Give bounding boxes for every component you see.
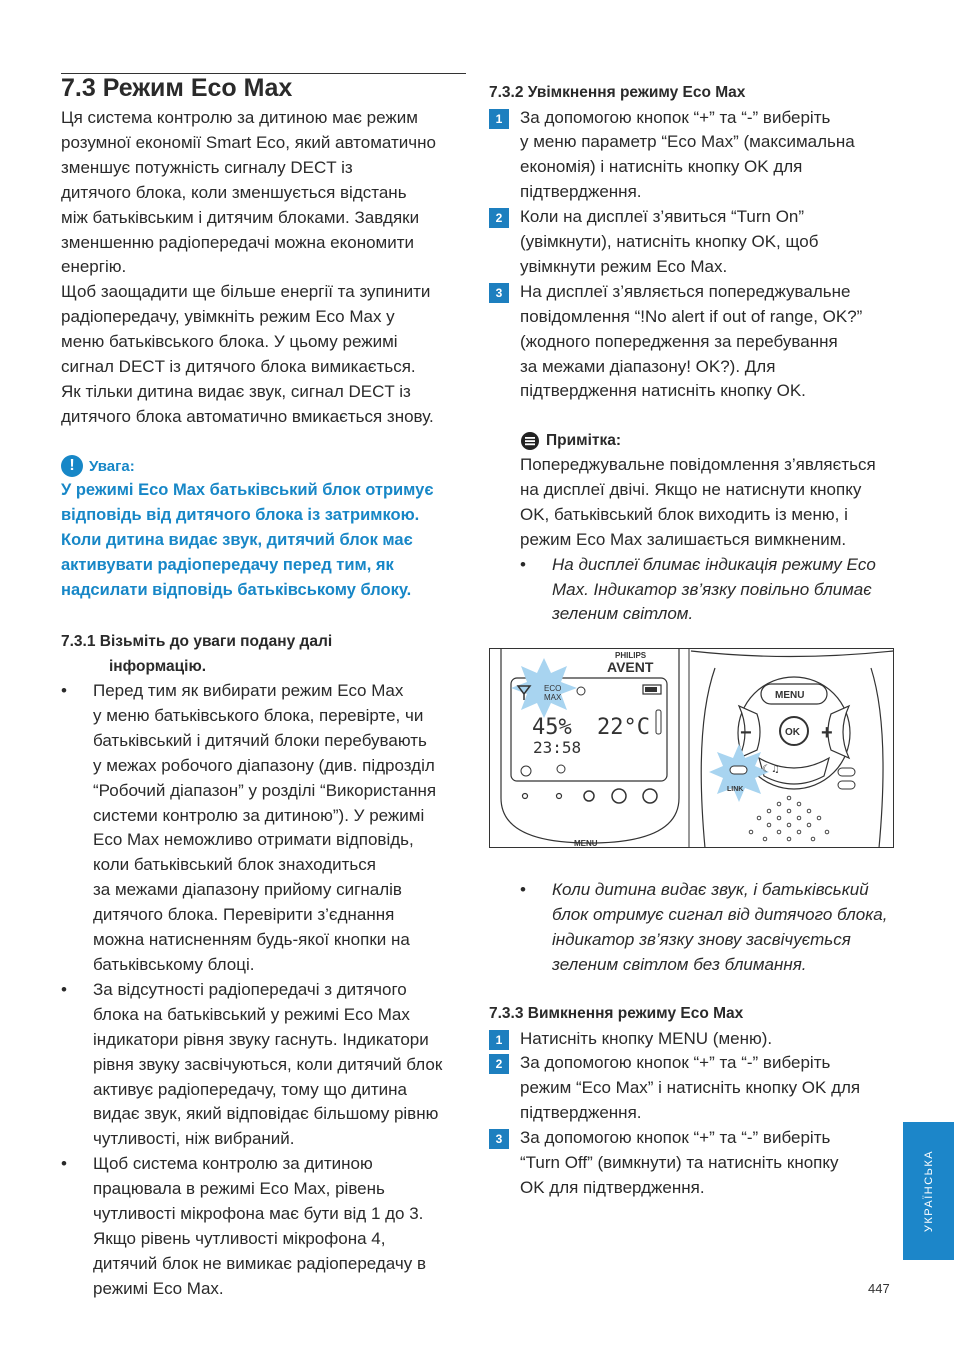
- battery-light: [838, 781, 855, 789]
- intro-line: енергію.: [61, 257, 127, 277]
- step-item: [489, 106, 897, 206]
- note-title-row: [520, 429, 897, 453]
- list-item: [520, 553, 897, 628]
- step-line: (увімкнути), натисніть кнопку OK, щоб: [520, 232, 819, 252]
- intro-line: зменшенню радіопередачі можна економити: [61, 232, 415, 252]
- step-line: OK для підтвердження.: [520, 1177, 705, 1197]
- bullet-line: дитячий блок не вимикає радіопередачу в: [93, 1253, 426, 1273]
- warning-title: Увага:: [89, 457, 135, 475]
- bullet-line: Max. Індикатор зв’язку повільно блимає: [552, 579, 872, 599]
- bullet-line: у межах робочого діапазону (див. підрозділ: [93, 755, 435, 775]
- brand-top-label: PHILIPS: [615, 651, 647, 660]
- device-illustration: [489, 648, 894, 848]
- bullet-line: чутливості мікрофона має бути від 1 до 3.: [93, 1204, 424, 1224]
- exclamation-icon: !: [61, 455, 83, 477]
- bullet-line: батьківському блоці.: [93, 954, 255, 974]
- intro-line: радіопередачу, увімкніть режим Eco Max у: [61, 307, 395, 327]
- lullaby-icon: ☾♫: [762, 764, 780, 775]
- step-line: підтвердження.: [520, 1103, 642, 1123]
- subsection-heading-line: інформацію.: [109, 657, 207, 675]
- step-item: [489, 1027, 897, 1052]
- note-line: режим Eco Max залишається вимкненим.: [520, 529, 847, 549]
- bullet-line: За відсутності радіопередачі з дитячого: [93, 979, 407, 999]
- note-line: Попереджувальне повідомлення з’являється: [520, 455, 876, 474]
- bullet-line: блока на батьківський у режимі Eco Max: [93, 1004, 410, 1024]
- list-item: [61, 679, 466, 978]
- step-line: На дисплеї з’являється попереджувальне: [520, 281, 851, 301]
- bullet-line: видає звук, який відповідає більшому рівню: [93, 1104, 439, 1124]
- step-line: за межами діапазону! OK?). Для: [520, 356, 776, 376]
- step-number: 3: [489, 283, 509, 303]
- warning-line: відповідь від дитячого блока із затримкою.: [61, 506, 420, 524]
- bullet-line: індикатор зв’язку знову засвічується: [552, 929, 851, 949]
- bullet-line: індикатори рівня звуку гаснуть. Індикатори: [93, 1029, 429, 1049]
- bullet-line: блок отримує сигнал від дитячого блока,: [552, 904, 888, 924]
- bullet-line: Коли дитина видає звук, і батьківський: [552, 880, 869, 899]
- subsection-7-3-2: [489, 81, 897, 404]
- info-bullet-list: [61, 679, 466, 1302]
- warning-box: [61, 454, 466, 603]
- bullet-line: активує радіопередачу, тому що дитина: [93, 1079, 407, 1099]
- step-line: За допомогою кнопок “+” та “-” виберіть: [520, 107, 831, 127]
- bullet-line: коли батьківський блок знаходиться: [93, 855, 376, 875]
- step-item: [489, 1051, 897, 1126]
- page-number: 447: [868, 1281, 890, 1296]
- intro-line: дитячого блока, коли зменшується відстань: [61, 182, 407, 202]
- list-item: [61, 978, 466, 1152]
- bullet-line: Щоб система контролю за дитиною: [93, 1154, 373, 1174]
- subsection-heading: 7.3.3 Вимкнення режиму Eco Max: [489, 1005, 744, 1022]
- step-line: За допомогою кнопок “+” та “-” виберіть: [520, 1128, 831, 1148]
- step-item: [489, 1126, 897, 1201]
- eco-label-line2: MAX: [544, 693, 562, 702]
- bullet-line: чутливості, ніж вибраний.: [93, 1129, 295, 1149]
- time-readout: 23:58: [533, 738, 582, 757]
- step-line: (жодного попередження за перебування: [520, 331, 838, 351]
- plus-button-label: +: [821, 722, 833, 744]
- note-line: OK, батьківський блок виходить із меню, і: [520, 504, 848, 524]
- bullet-line: системи контролю за дитиною”). У режимі: [93, 805, 425, 825]
- intro-line: Як тільки дитина видає звук, сигнал DECT із: [61, 381, 411, 401]
- step-line: “Turn Off” (вимкнути) та натисніть кнопку: [520, 1153, 839, 1173]
- bullet-line: Перед тим як вибирати режим Eco Max: [93, 681, 404, 700]
- step-line: увімкнути режим Eco Max.: [520, 256, 728, 276]
- step-number: 2: [489, 1054, 509, 1074]
- eco-label-line1: ECO: [544, 684, 562, 693]
- intro-line: Щоб заощадити ще більше енергії та зупинити: [61, 282, 431, 302]
- step-number: 3: [489, 1129, 509, 1149]
- note-line: на дисплеї двічі. Якщо не натиснути кнопку: [520, 479, 862, 499]
- subsection-heading: 7.3.2 Увімкнення режиму Eco Max: [489, 84, 746, 101]
- step-item: [489, 280, 897, 405]
- intro-text: [61, 106, 466, 430]
- status-light: [838, 768, 855, 776]
- bullet-dot: •: [61, 979, 67, 999]
- menu-label-right: MENU: [775, 690, 805, 701]
- step-line: режим “Eco Max” і натисніть кнопку OK для: [520, 1078, 861, 1098]
- subsection-7-3-1-heading: [61, 630, 466, 679]
- bullet-line: зеленим світлом без блимання.: [552, 954, 807, 974]
- bullet-line: Якщо рівень чутливості мікрофона 4,: [93, 1228, 386, 1248]
- bullet-dot: •: [61, 1154, 67, 1174]
- intro-line: зменшує потужність сигналу DECT із: [61, 157, 353, 177]
- step-line: економія) і натисніть кнопку OK для: [520, 157, 803, 177]
- language-side-tab: [903, 1122, 954, 1260]
- bullet-dot: •: [520, 880, 526, 899]
- bullet-line: можна натисненням будь-якої кнопки на: [93, 930, 410, 950]
- bullet-line: Eco Max неможливо отримати відповідь,: [93, 830, 414, 850]
- temperature-readout: 22°C: [597, 715, 650, 740]
- list-item: [61, 1152, 466, 1301]
- bullet-dot: •: [61, 681, 67, 700]
- warning-line: надсилати відповідь батьківському блоку.: [61, 581, 412, 599]
- warning-line: активувати радіопередачу перед тим, як: [61, 556, 394, 574]
- warning-line: Коли дитина видає звук, дитячий блок має: [61, 531, 413, 549]
- bullet-line: за межами діапазону прийому сигналів: [93, 880, 402, 900]
- language-tab-label: УКРАЇНСЬКА: [922, 1149, 935, 1233]
- step-line: підтвердження натисніть кнопку OK.: [520, 381, 806, 401]
- link-label: LINK: [727, 786, 744, 793]
- step-number: 1: [489, 109, 509, 129]
- step-line: За допомогою кнопок “+” та “-” виберіть: [520, 1053, 831, 1073]
- intro-line: Ця система контролю за дитиною має режим: [61, 108, 418, 127]
- bullet-line: працювала в режимі Eco Max, рівень: [93, 1179, 385, 1199]
- brand-label: AVENT: [607, 659, 654, 675]
- note-icon: [520, 431, 540, 451]
- humidity-readout: 45%: [532, 715, 572, 740]
- step-number: 1: [489, 1030, 509, 1050]
- step-line: повідомлення “!No alert if out of range, OK?”: [520, 306, 863, 326]
- bullet-line: рівня звуку засвічуються, коли дитячий блок: [93, 1054, 443, 1074]
- device-svg: [489, 648, 894, 848]
- step-line: Натисніть кнопку MENU (меню).: [520, 1028, 773, 1048]
- bullet-line: у меню батьківського блока, перевірте, чи: [93, 705, 424, 725]
- intro-line: сигнал DECT із дитячого блока вимикається.: [61, 357, 416, 377]
- subsection-7-3-3: [489, 1002, 897, 1201]
- note-box: [520, 429, 897, 627]
- warning-body: [61, 478, 466, 603]
- step-number: 2: [489, 208, 509, 228]
- link-bullet: [520, 878, 897, 978]
- intro-line: розумної економії Smart Eco, який автоматично: [61, 132, 436, 152]
- bullet-line: батьківський і дитячий блоки перебувають: [93, 730, 427, 750]
- intro-line: меню батьківського блока. У цьому режимі: [61, 332, 398, 352]
- bullet-dot: •: [520, 554, 526, 574]
- intro-line: дитячого блока автоматично вмикається знову.: [61, 406, 434, 426]
- warning-title-row: [61, 454, 466, 478]
- list-item: [520, 878, 897, 978]
- step-line: у меню параметр “Eco Max” (максимальна: [520, 132, 855, 152]
- bullet-line: “Робочий діапазон” у розділі “Використання: [93, 780, 437, 800]
- minus-button-label: −: [740, 722, 752, 744]
- subsection-heading-line: 7.3.1 Візьміть до уваги подану далі: [61, 633, 333, 650]
- step-line: Коли на дисплеї з’явиться “Turn On”: [520, 207, 805, 227]
- menu-label-left: MENU: [574, 839, 598, 848]
- bullet-line: зеленим світлом.: [552, 604, 694, 624]
- note-title: Примітка:: [546, 432, 622, 449]
- step-item: [489, 205, 897, 280]
- step-line: підтвердження.: [520, 182, 642, 202]
- warning-line: У режимі Eco Max батьківський блок отримує: [61, 481, 434, 499]
- intro-line: між батьківським і дитячим блоками. Завдяки: [61, 207, 420, 227]
- bullet-line: режимі Eco Max.: [93, 1278, 224, 1298]
- bullet-line: На дисплеї блимає індикація режиму Eco: [552, 554, 876, 574]
- section-heading: 7.3 Режим Eco Max: [61, 74, 293, 102]
- bullet-line: дитячого блока. Перевірити з’єднання: [93, 905, 395, 925]
- ok-button-label: OK: [785, 727, 800, 738]
